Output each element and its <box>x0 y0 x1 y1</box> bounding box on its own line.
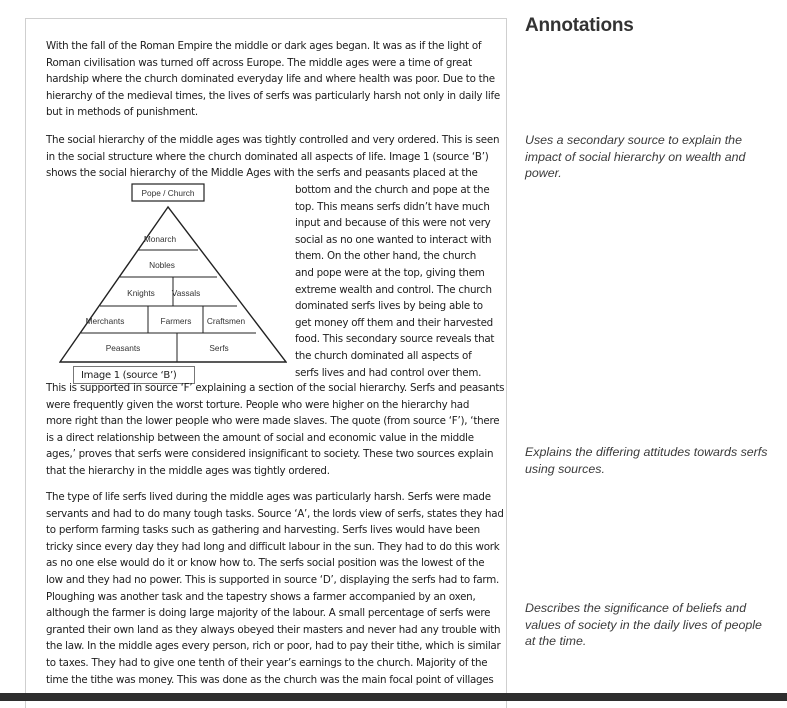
text-line: although the farmer is doing large majority of the labour. A small percentage of serfs were <box>46 607 491 620</box>
label-knights: Knights <box>127 288 155 298</box>
paragraph-hierarchy-side <box>295 182 495 381</box>
text-line: granted their own land as they always obeyed their masters and never had any trouble with <box>46 623 501 636</box>
text-line: bottom and the church and pope at the <box>295 184 490 196</box>
text-line: ages,’ proves that serfs were considered insignificant to society. These two sources explain <box>46 448 494 461</box>
text-line: time the tithe was money. This was done as the church was the main focal point of villages <box>46 673 494 686</box>
text-line: The type of life serfs lived during the middle ages was particularly harsh. Serfs were made <box>46 491 491 503</box>
label-serfs: Serfs <box>209 343 229 353</box>
label-nobles: Nobles <box>149 260 175 270</box>
essay-document <box>25 18 507 708</box>
text-line: the church dominated all aspects of <box>295 349 472 362</box>
paragraph-serf-life <box>46 489 504 688</box>
text-line: but in methods of punishment. <box>46 106 198 119</box>
label-peasants: Peasants <box>105 343 141 353</box>
text-line: in the social structure where the church dominated all aspects of life. Image 1 (source ‘B’) <box>46 150 489 163</box>
text-line: social as no one wanted to interact with <box>295 233 492 246</box>
text-line: low and they had no power. This is supported in source ‘D’, displaying the serfs had to farm. <box>46 573 499 586</box>
text-line: This is supported in source ‘F’ explaining a section of the social hierarchy. Serfs and peasants <box>46 382 505 394</box>
text-line: hardship where the church dominated everyday life and where health was poor. Due to the <box>46 73 495 86</box>
bottom-bar <box>0 693 787 701</box>
paragraph-intro <box>46 38 500 121</box>
text-line: food. This secondary source reveals that <box>295 333 495 346</box>
label-farmers: Farmers <box>160 316 192 326</box>
annotation-1: Uses a secondary source to explain the impact of social hierarchy on wealth and power. <box>525 133 746 181</box>
figure-caption: Image 1 (source ‘B’) <box>73 366 195 384</box>
text-line: the law. In the middle ages every person, rich or poor, had to pay their tithe, which is similar <box>46 640 501 653</box>
text-line: to perform farming tasks such as gathering and harvesting. Serfs lives would have been <box>46 524 480 537</box>
text-line: that the hierarchy in the middle ages was tightly ordered. <box>46 464 330 477</box>
text-line: top. This means serfs didn’t have much <box>295 200 490 213</box>
text-line: shows the social hierarchy of the Middle Ages with the serfs and peasants placed at the <box>46 167 478 180</box>
label-merchants: Merchants <box>85 316 125 326</box>
text-line: With the fall of the Roman Empire the middle or dark ages began. It was as if the light of <box>46 40 482 52</box>
text-line: more right than the lower people who were made slaves. The quote (from source ‘F’), ‘there <box>46 415 500 428</box>
text-line: The social hierarchy of the middle ages was tightly controlled and very ordered. This is seen <box>46 134 500 146</box>
text-line: Roman civilisation was turned off across Europe. The middle ages were a time of great <box>46 56 472 69</box>
paragraph-hierarchy-top <box>46 132 500 182</box>
text-line: extreme wealth and control. The church <box>295 283 492 296</box>
text-line: as no one else would do it or know how to. The serfs social position was the lowest of the <box>46 557 485 570</box>
label-pope-church: Pope / Church <box>141 188 195 198</box>
label-craftsmen: Craftsmen <box>206 316 246 326</box>
text-line: were frequently given the worst torture. People who were higher on the hierarchy had <box>46 398 470 411</box>
text-line: input and because of this were not very <box>295 217 491 230</box>
label-monarch: Monarch <box>143 234 177 244</box>
annotation-3: Describes the significance of beliefs and values of society in the daily lives of people at the time. <box>525 601 762 649</box>
text-line: them. On the other hand, the church <box>295 250 477 263</box>
text-line: is a direct relationship between the amount of social and economic value in the middle <box>46 431 474 444</box>
annotation-2: Explains the differing attitudes towards serfs using sources. <box>525 445 768 476</box>
text-line: Ploughing was another task and the tapestry shows a farmer accompanied by an oxen, <box>46 590 476 603</box>
paragraph-hierarchy-bottom <box>46 380 505 480</box>
text-line: serfs lives and had control over them. <box>295 366 482 379</box>
text-line: hierarchy of the medieval times, the lives of serfs was particularly harsh not only in daily life <box>46 89 500 102</box>
text-line: to taxes. They had to give one tenth of their year’s earnings to the church. Majority of the <box>46 656 488 669</box>
text-line: servants and had to do many tough tasks. Source ‘A’, the lords view of serfs, states they had <box>46 507 504 520</box>
annotations-heading: Annotations <box>525 15 634 36</box>
text-line: and pope were at the top, giving them <box>295 266 485 279</box>
text-line: tricky since every day they had long and difficult labour in the sun. They had to do this work <box>46 540 500 553</box>
text-line: dominated serfs lives by being able to <box>295 300 483 313</box>
social-hierarchy-pyramid <box>59 183 287 393</box>
label-vassals: Vassals <box>171 288 201 298</box>
text-line: get money off them and their harvested <box>295 316 493 329</box>
